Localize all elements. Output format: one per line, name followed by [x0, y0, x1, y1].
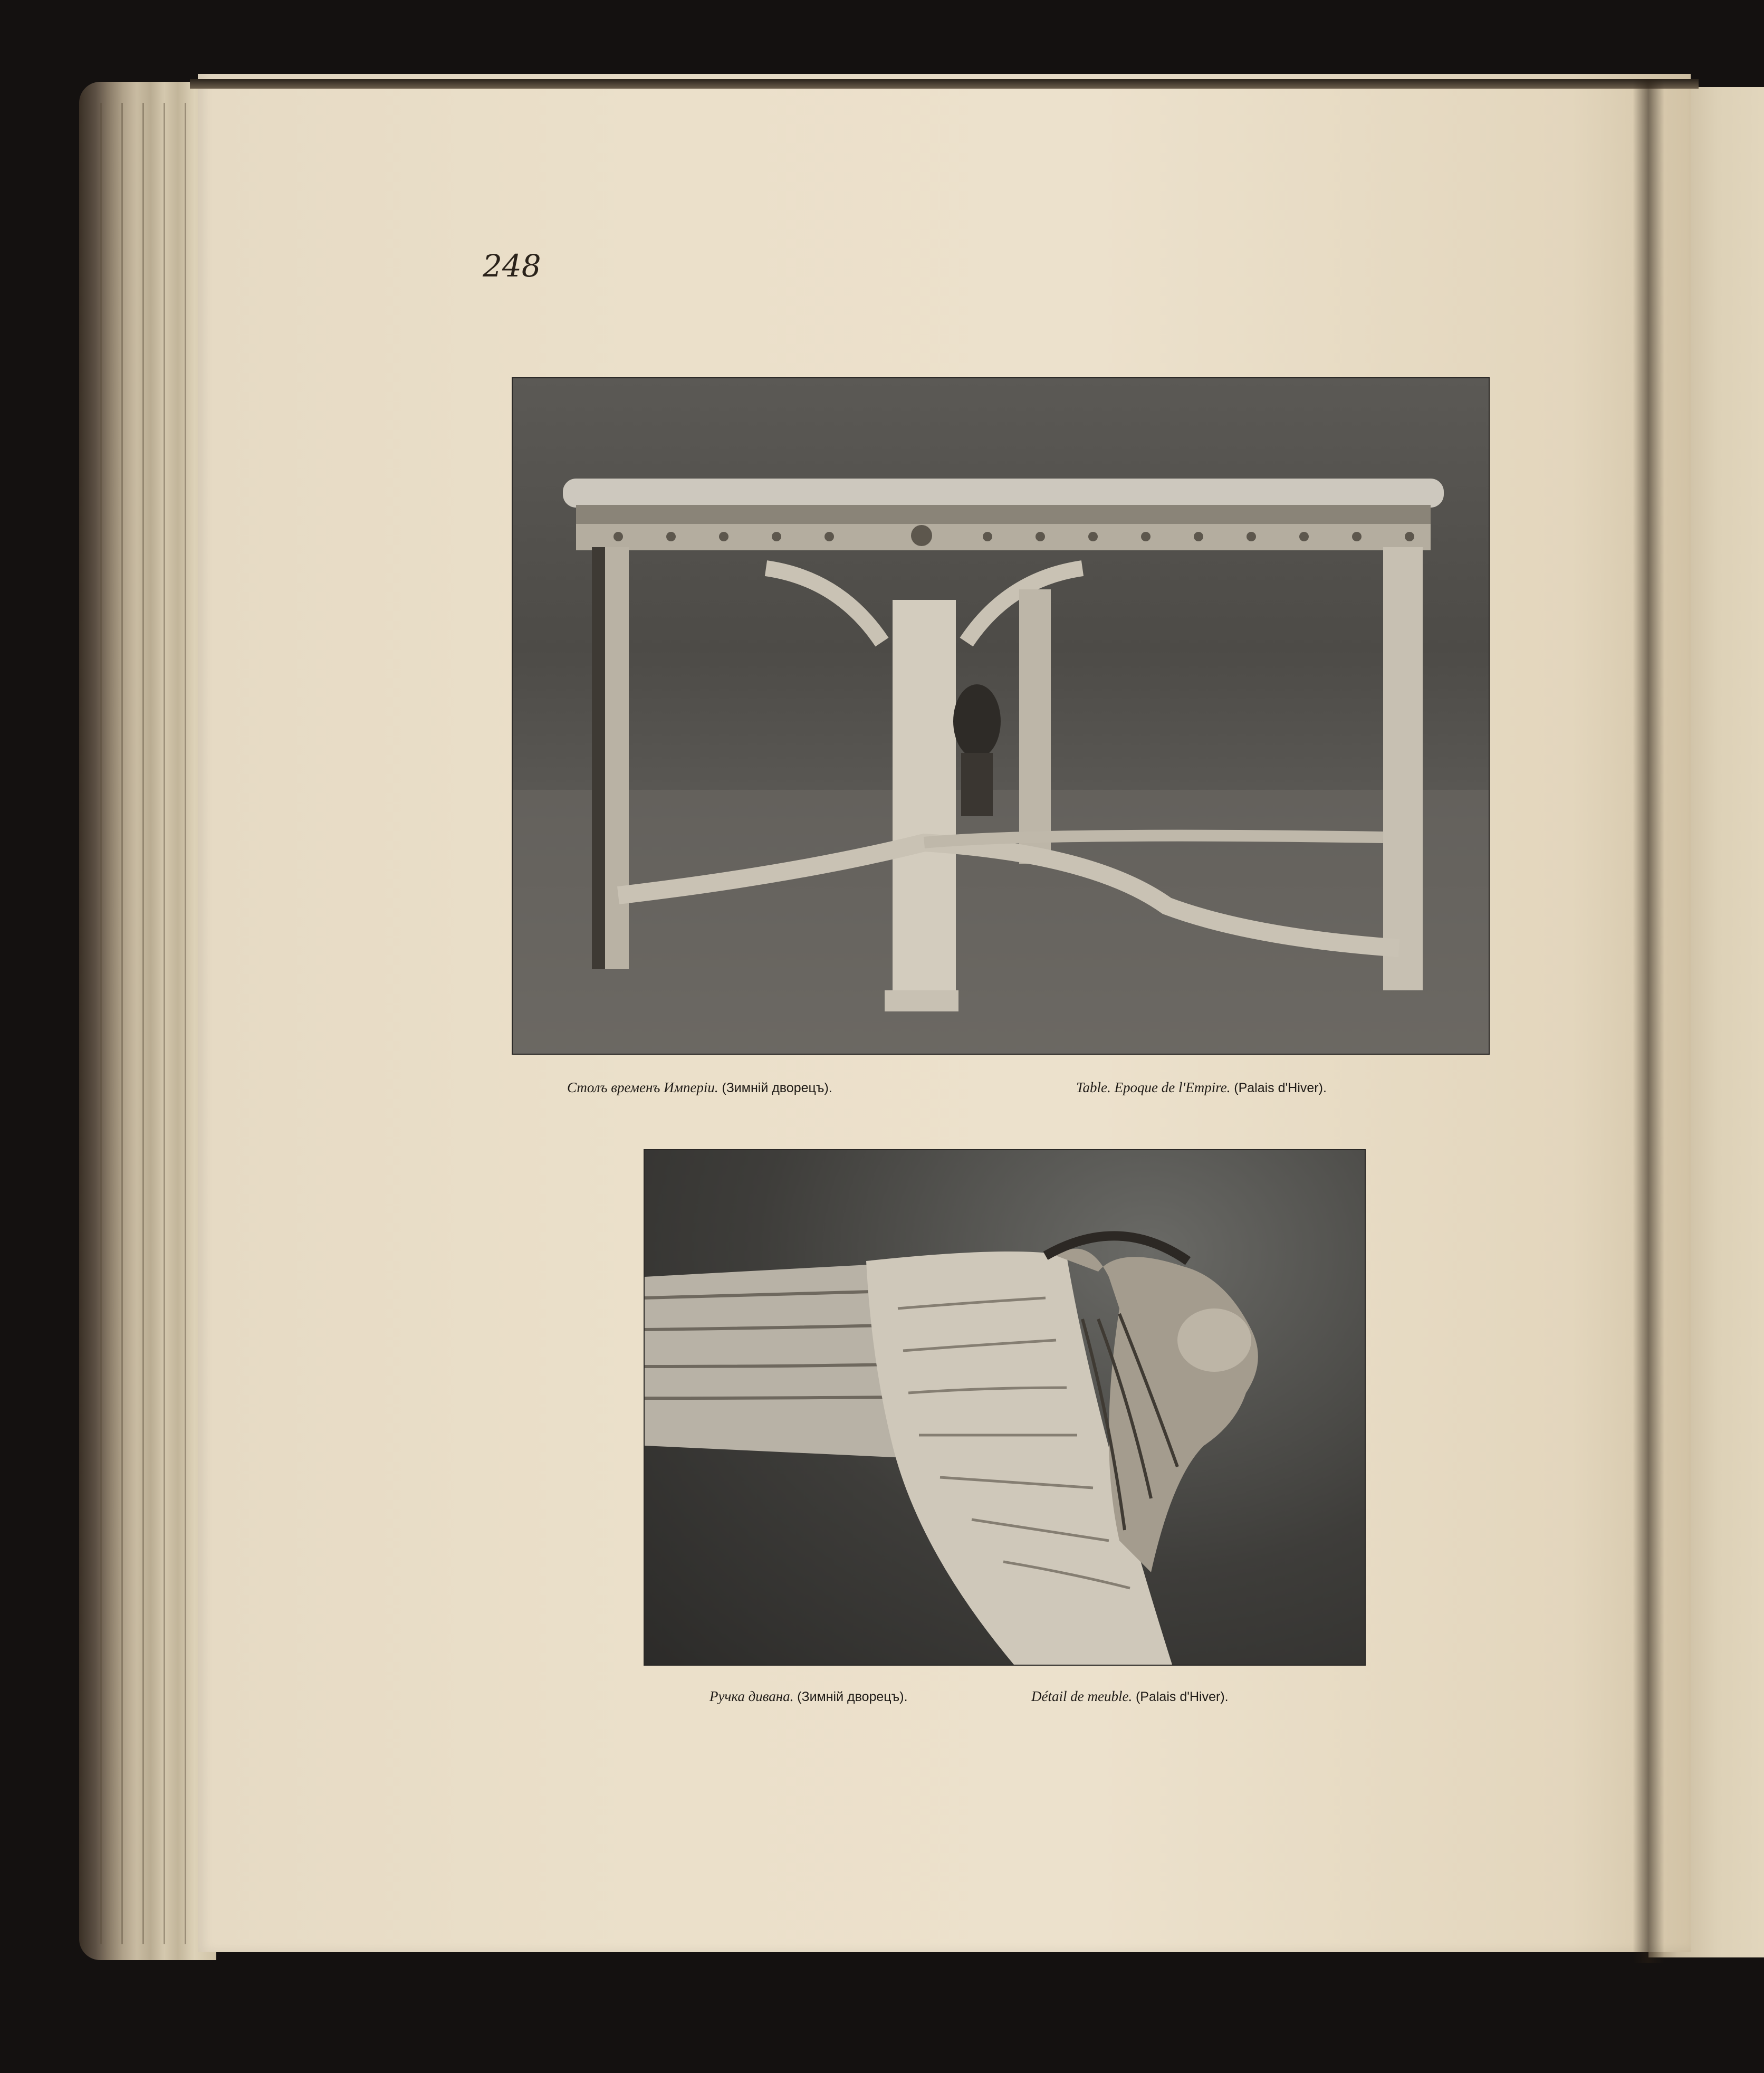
armrest-caption-fr-location: (Palais d'Hiver). [1135, 1689, 1229, 1704]
table-illustration [513, 378, 1489, 1054]
table-caption-ru [567, 1080, 832, 1096]
armrest-caption-ru-location: (Зимній дворецъ). [797, 1689, 908, 1704]
table-caption-ru-title: Столъ временъ Имперіи. [567, 1080, 718, 1095]
armrest-caption-fr-title: Détail de meuble. [1031, 1688, 1133, 1704]
table-caption-fr-location: (Palais d'Hiver). [1234, 1081, 1327, 1095]
table-caption-ru-location: (Зимній дворецъ). [722, 1081, 832, 1095]
table-caption-fr-title: Table. Epoque de l'Empire. [1076, 1080, 1231, 1095]
table-photo [512, 377, 1490, 1055]
page-stack-edges [79, 82, 216, 1960]
armrest-caption-ru [710, 1688, 908, 1705]
page-number: 248 [483, 248, 541, 284]
armrest-photo [644, 1149, 1366, 1666]
armrest-caption-ru-title: Ручка дивана. [710, 1688, 794, 1704]
armrest-caption-fr [1031, 1688, 1229, 1705]
armrest-illustration [645, 1150, 1365, 1665]
table-caption-fr [1076, 1080, 1327, 1096]
book-gutter [1633, 79, 1664, 1963]
page-top-edge [190, 79, 1699, 89]
